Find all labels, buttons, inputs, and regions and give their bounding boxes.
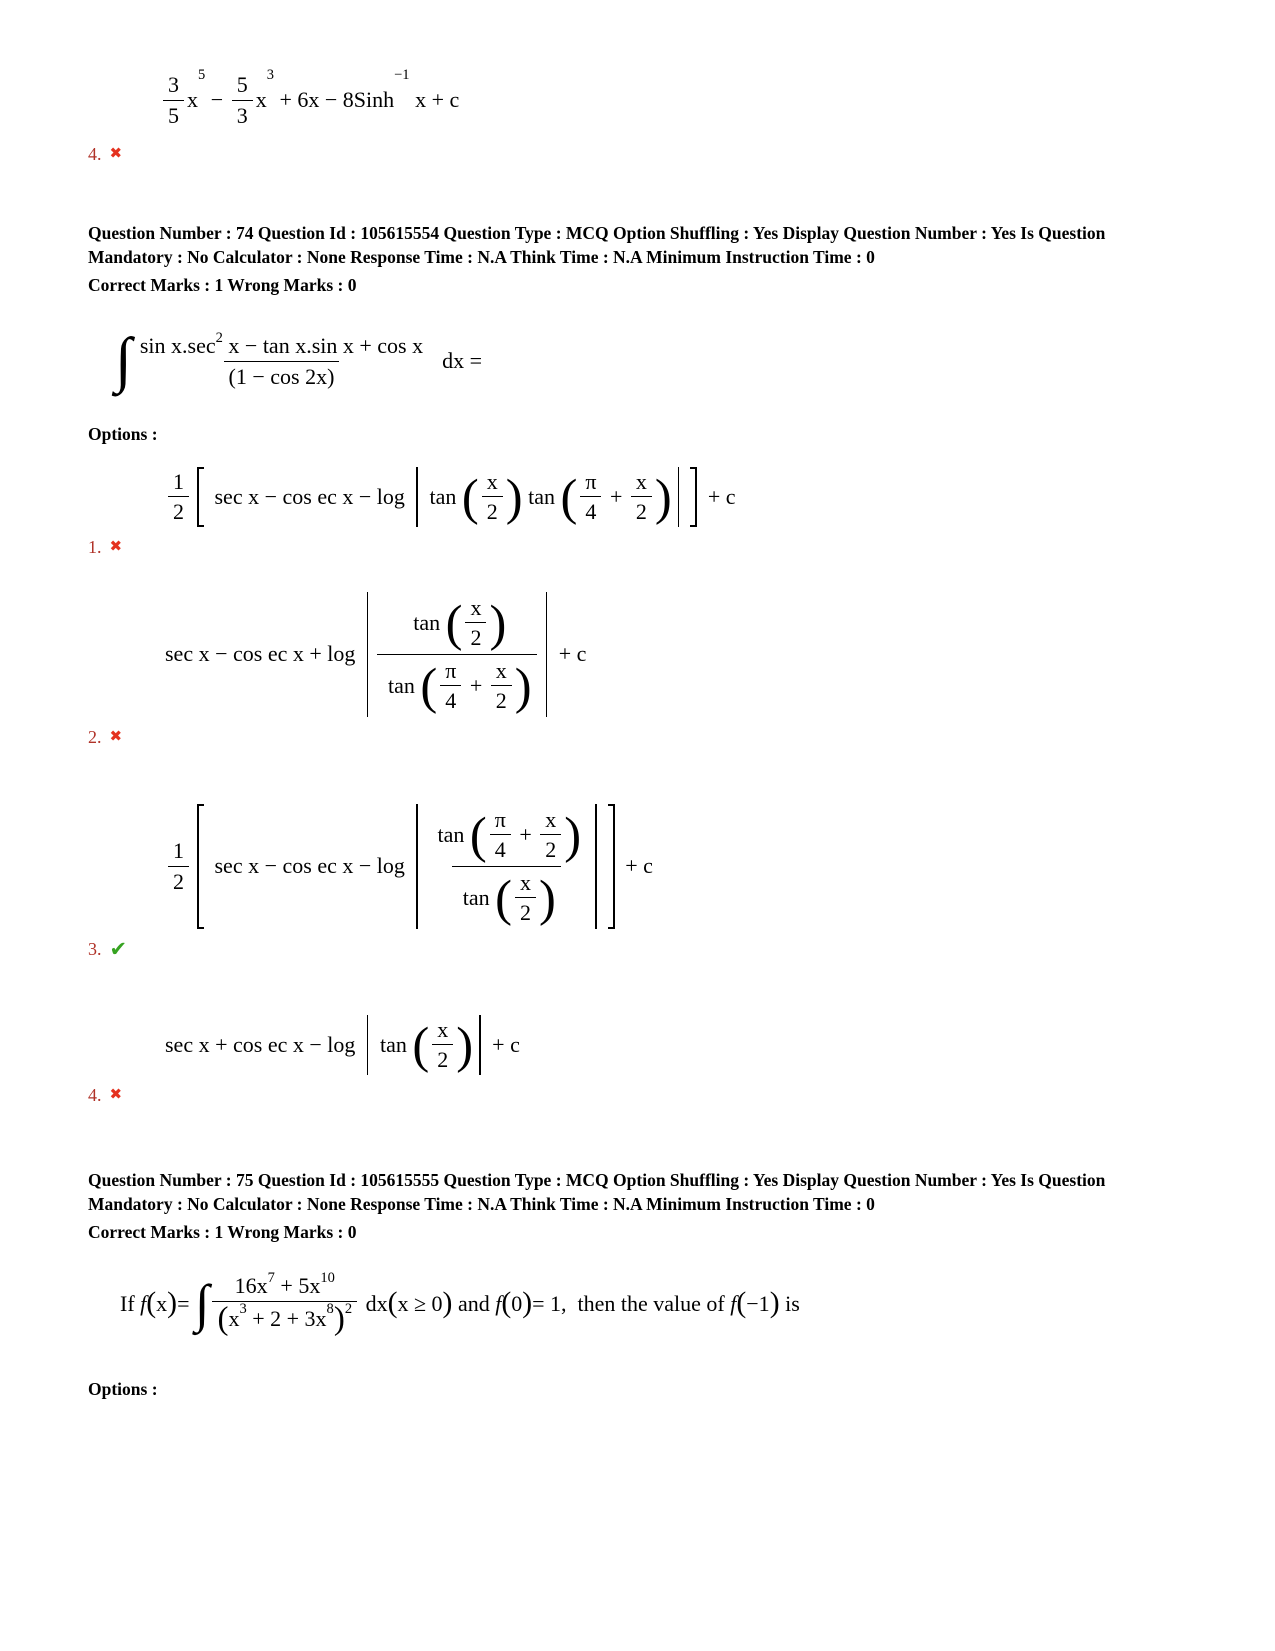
- abs-bar-icon: [416, 804, 418, 929]
- option-result-row: [88, 727, 1215, 748]
- option-formula-line: [160, 67, 1215, 130]
- question-stem-line: [120, 1271, 1215, 1337]
- math-delimiter: ): [489, 594, 507, 651]
- math-text: x: [187, 87, 198, 112]
- marks-line: Correct Marks : 1 Wrong Marks : 0: [88, 275, 357, 296]
- option-row: [88, 592, 1215, 748]
- math-text: 2: [486, 499, 498, 525]
- math-fraction: [135, 331, 428, 391]
- math-text: x: [228, 1306, 240, 1332]
- math-fraction: [163, 70, 184, 130]
- option-number: 4.: [88, 1084, 102, 1105]
- math-text: = 1, then the value of: [532, 1290, 731, 1316]
- math-text: 3: [168, 72, 179, 97]
- math-text: sec x − cos ec x − log: [209, 483, 411, 509]
- option-formula-line: [165, 804, 1215, 929]
- math-numerator: [232, 70, 253, 100]
- math-text: 2: [519, 900, 531, 926]
- math-text: 2: [635, 499, 647, 525]
- square-bracket: [608, 804, 615, 929]
- math-denominator: [212, 1301, 357, 1337]
- math-text: tan: [407, 610, 446, 636]
- math-delimiter: (: [736, 1287, 747, 1320]
- question-75-block: [88, 1168, 1215, 1400]
- math-text: +: [604, 483, 628, 509]
- math-delimiter: ∫: [115, 326, 132, 395]
- math-numerator: [427, 804, 586, 866]
- option-result-row: [88, 144, 1215, 165]
- math-delimiter: ): [538, 869, 556, 926]
- option-row: [88, 1015, 1215, 1106]
- math-delimiter: (: [217, 1300, 229, 1337]
- math-denominator: [224, 361, 340, 392]
- math-text: 2: [495, 688, 507, 714]
- math-denominator: [377, 654, 536, 717]
- math-formula: [165, 804, 653, 929]
- option-formula-line: [165, 592, 1215, 717]
- math-fraction: [490, 805, 511, 865]
- math-denominator: [452, 866, 561, 929]
- math-fraction: [631, 467, 652, 527]
- math-text: is: [779, 1290, 800, 1316]
- math-text: and: [452, 1290, 496, 1316]
- math-text: 2: [545, 837, 557, 863]
- math-denominator: [482, 496, 503, 527]
- math-numerator: [168, 467, 189, 497]
- option-result-row: [88, 1085, 1215, 1106]
- math-delimiter: (: [445, 594, 463, 651]
- math-superscript: 2: [344, 1300, 353, 1317]
- math-text: 2: [470, 625, 482, 651]
- math-numerator: [163, 70, 184, 100]
- square-bracket: [197, 804, 204, 929]
- option-number: 1.: [88, 536, 102, 557]
- math-numerator: [432, 1015, 453, 1045]
- math-text: x: [486, 468, 498, 494]
- math-denominator: [490, 834, 511, 865]
- question-header: Question Number : 75 Question Id : 105615555 Question Type : MCQ Option Shuffling : Yes Display Question Number : Yes Is Question Mandatory : No Calculator : None Response Time : N.A Think Time : N.A Minimum Instruction Time : 0: [88, 1169, 1106, 1215]
- math-delimiter: ∫: [194, 1274, 210, 1333]
- math-fraction: [515, 868, 536, 928]
- math-text: x: [255, 87, 267, 112]
- square-bracket: [197, 467, 204, 527]
- math-delimiter: ): [333, 1300, 345, 1337]
- math-text: 1: [173, 838, 184, 864]
- abs-bar-icon: [546, 592, 548, 717]
- math-text: dx =: [431, 348, 483, 374]
- math-fraction: [212, 1271, 357, 1337]
- math-text: tan: [423, 483, 462, 509]
- abs-bar-icon: [595, 804, 597, 929]
- math-numerator: [135, 331, 428, 361]
- math-delimiter: ): [769, 1287, 780, 1320]
- math-superscript: 2: [215, 330, 223, 347]
- math-denominator: [580, 496, 601, 527]
- abs-bar-icon: [367, 592, 369, 717]
- math-text: sec x − cos ec x + log: [165, 641, 361, 667]
- abs-bar-icon: [367, 1015, 369, 1075]
- math-text: =: [177, 1290, 195, 1316]
- math-numerator: [230, 1271, 340, 1301]
- math-text: x: [519, 869, 531, 895]
- question-73-tail: [88, 67, 1215, 165]
- math-delimiter: ): [564, 806, 582, 863]
- math-text: +: [464, 673, 488, 699]
- option-number: 4.: [88, 144, 102, 164]
- math-text: 2: [173, 868, 184, 894]
- math-numerator: [631, 467, 652, 497]
- option-result-row: [88, 936, 1215, 961]
- option-row: [88, 804, 1215, 960]
- math-denominator: [232, 100, 253, 131]
- math-text: π: [445, 657, 457, 683]
- math-numerator: [491, 656, 512, 686]
- math-delimiter: (: [495, 869, 512, 926]
- math-delimiter: (: [412, 1016, 430, 1073]
- math-fraction: [580, 467, 601, 527]
- math-denominator: [168, 866, 189, 897]
- option-formula-line: [165, 467, 1215, 527]
- math-denominator: [515, 897, 536, 928]
- math-text: 4: [445, 688, 457, 714]
- math-text: + c: [702, 483, 736, 509]
- marks-line: Correct Marks : 1 Wrong Marks : 0: [88, 1222, 357, 1243]
- math-text: +: [513, 822, 538, 848]
- math-numerator: [168, 836, 189, 866]
- math-text: 4: [585, 499, 597, 525]
- option-result-row: [88, 537, 1215, 558]
- math-denominator: [491, 685, 512, 716]
- math-variable: f: [140, 1290, 147, 1316]
- math-superscript: 8: [326, 1300, 334, 1317]
- options-heading: Options :: [88, 423, 158, 444]
- math-text: x: [635, 468, 647, 494]
- math-delimiter: (: [146, 1287, 157, 1320]
- math-text: If: [120, 1290, 141, 1316]
- math-delimiter: ): [654, 468, 672, 525]
- math-text: tan: [431, 822, 470, 848]
- wrong-icon: ✖: [109, 146, 123, 162]
- math-denominator: [631, 496, 652, 527]
- math-numerator: [490, 805, 511, 835]
- math-variable: f: [495, 1290, 502, 1316]
- math-text: (1 − cos 2x): [228, 363, 335, 389]
- math-fraction: [432, 1015, 453, 1075]
- math-fraction: [482, 467, 503, 527]
- math-formula: [120, 1271, 800, 1337]
- math-text: tan: [522, 483, 561, 509]
- math-fraction: [491, 656, 512, 716]
- math-delimiter: (: [560, 468, 578, 525]
- math-numerator: [465, 593, 486, 623]
- math-variable: f: [730, 1290, 737, 1316]
- math-text: x + c: [409, 87, 460, 112]
- math-text: −: [205, 87, 229, 112]
- math-delimiter: ): [505, 468, 523, 525]
- math-numerator: [580, 467, 601, 497]
- math-text: tan: [457, 885, 496, 911]
- square-bracket: [690, 467, 697, 527]
- math-text: 5: [236, 72, 248, 97]
- wrong-icon: ✖: [109, 1086, 123, 1103]
- math-delimiter: (: [469, 806, 487, 863]
- math-superscript: −1: [394, 67, 410, 84]
- math-fraction: [465, 593, 486, 653]
- math-numerator: [540, 805, 561, 835]
- math-text: sin x.sec: [139, 333, 216, 359]
- math-text: 5: [168, 102, 179, 128]
- math-superscript: 7: [267, 1270, 275, 1287]
- math-delimiter: (: [387, 1287, 398, 1320]
- math-fraction: [540, 805, 561, 865]
- math-delimiter: (: [501, 1287, 512, 1320]
- question-header: Question Number : 74 Question Id : 105615554 Question Type : MCQ Option Shuffling : Yes Display Question Number : Yes Is Question Mandatory : No Calculator : None Response Time : N.A Think Time : N.A Minimum Instruction Time : 0: [88, 223, 1106, 268]
- math-text: + 2 + 3x: [246, 1306, 327, 1332]
- math-text: x ≥ 0: [397, 1290, 443, 1316]
- question-74-block: [88, 221, 1215, 1106]
- math-text: 0: [511, 1290, 523, 1316]
- math-text: 2: [437, 1047, 449, 1073]
- math-superscript: 10: [320, 1270, 335, 1287]
- math-denominator: [540, 834, 561, 865]
- math-delimiter: ): [442, 1287, 453, 1320]
- math-text: 16x: [234, 1273, 268, 1299]
- math-denominator: [440, 685, 461, 716]
- math-text: sec x + cos ec x − log: [165, 1031, 361, 1057]
- math-denominator: [163, 100, 184, 131]
- math-fraction: [427, 804, 586, 929]
- math-text: −1: [746, 1290, 770, 1316]
- math-formula: [115, 326, 483, 395]
- wrong-icon: ✖: [109, 538, 123, 555]
- math-delimiter: ): [167, 1287, 178, 1320]
- wrong-icon: ✖: [109, 728, 123, 745]
- math-text: π: [494, 806, 506, 832]
- math-delimiter: (: [420, 657, 438, 714]
- math-denominator: [465, 622, 486, 653]
- math-text: x: [545, 806, 557, 832]
- math-text: sec x − cos ec x − log: [209, 853, 411, 879]
- math-text: π: [585, 468, 597, 494]
- math-text: + 6x − 8Sinh: [273, 87, 395, 112]
- math-delimiter: (: [461, 468, 479, 525]
- math-text: x: [156, 1290, 168, 1316]
- math-delimiter: ): [514, 657, 532, 714]
- math-text: 1: [173, 468, 184, 494]
- correct-icon: ✔: [109, 936, 128, 961]
- math-delimiter: ): [456, 1016, 474, 1073]
- math-text: 2: [173, 499, 184, 525]
- math-fraction: [168, 836, 189, 896]
- math-delimiter: ): [522, 1287, 533, 1320]
- math-numerator: [440, 656, 461, 686]
- abs-bar-icon: [678, 467, 680, 527]
- abs-bar-icon: [479, 1015, 481, 1075]
- math-superscript: 3: [266, 67, 274, 84]
- math-superscript: 5: [198, 67, 206, 84]
- math-denominator: [168, 496, 189, 527]
- math-formula: [165, 1015, 520, 1075]
- math-text: x: [437, 1016, 449, 1042]
- math-text: + c: [619, 853, 653, 879]
- option-formula-line: [165, 1015, 1215, 1075]
- math-text: x: [495, 657, 507, 683]
- math-numerator: [403, 592, 512, 654]
- question-stem-line: [115, 326, 1215, 395]
- math-text: + c: [553, 641, 587, 667]
- option-row: [88, 467, 1215, 558]
- math-text: + c: [486, 1031, 520, 1057]
- math-superscript: 3: [239, 1300, 247, 1317]
- math-numerator: [515, 868, 536, 898]
- math-formula: [165, 592, 586, 717]
- math-text: + 5x: [274, 1273, 321, 1299]
- math-text: tan: [382, 673, 421, 699]
- math-fraction: [168, 467, 189, 527]
- option-number: 2.: [88, 726, 102, 747]
- option-number: 3.: [88, 938, 102, 959]
- options-heading: Options :: [88, 1378, 158, 1399]
- math-text: x − tan x.sin x + cos x: [222, 333, 424, 359]
- math-denominator: [432, 1044, 453, 1075]
- math-numerator: [482, 467, 503, 497]
- math-text: 4: [494, 837, 506, 863]
- abs-bar-icon: [416, 467, 418, 527]
- math-formula: [160, 67, 460, 130]
- math-fraction: [440, 656, 461, 716]
- math-fraction: [232, 70, 253, 130]
- math-text: dx: [360, 1290, 388, 1316]
- math-formula: [165, 467, 735, 527]
- math-fraction: [377, 592, 536, 717]
- math-text: 3: [236, 102, 248, 128]
- math-text: x: [470, 594, 482, 620]
- math-text: tan: [374, 1031, 413, 1057]
